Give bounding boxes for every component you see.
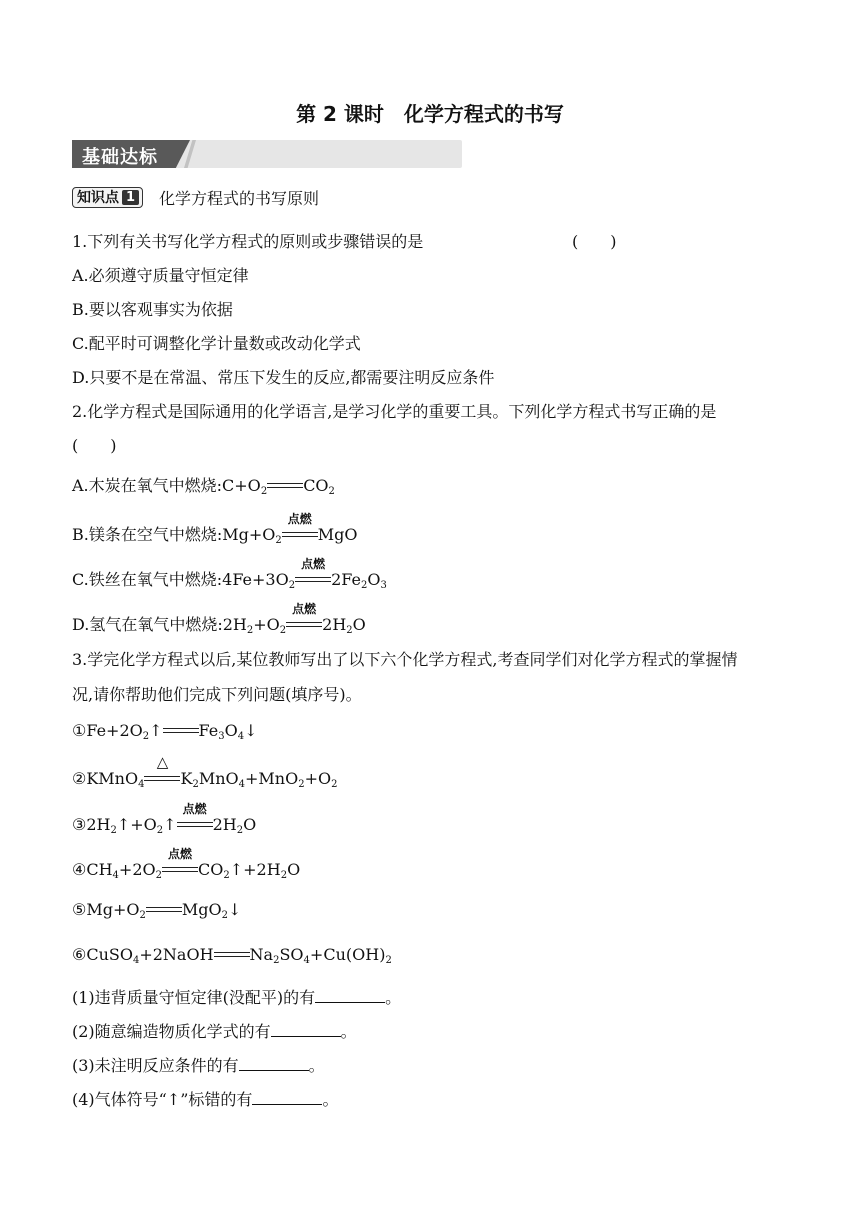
q3-sub-question-2: (2)随意编造物质化学式的有 。 — [72, 1022, 357, 1041]
banner-label: 基础达标 — [82, 147, 158, 168]
q2-option-d: D.氢气在氧气中燃烧$:2H_2+O_2$ 点燃 $2H_2O$ — [72, 601, 366, 636]
condition-label: 点燃 — [167, 846, 192, 861]
q1-answer-paren: ( ) — [572, 232, 617, 251]
knowledge-point-header — [72, 186, 319, 208]
knowledge-point-number: 1 — [122, 190, 139, 205]
q2-answer-paren: ( ) — [72, 436, 117, 455]
q1-option-c: C.配平时可调整化学计量数或改动化学式 — [72, 334, 361, 353]
answer-blank[interactable] — [252, 1090, 322, 1105]
equals-sign — [267, 482, 303, 492]
equals-sign — [162, 846, 198, 876]
q3-sub-question-1: (1)违背质量守恒定律(没配平)的有 。 — [72, 988, 402, 1007]
q3-equation-4: $④CH_4+2O_2$ 点燃 $CO_2↑+2H_2O$ — [72, 846, 301, 881]
equals-sign — [163, 727, 199, 737]
equals-sign — [144, 752, 180, 785]
condition-label: 点燃 — [301, 556, 326, 571]
q3-sub-question-4: (4)气体符号“↑”标错的有 。 — [72, 1090, 339, 1109]
q3-equation-6: ⑥CuSO$_4$+2NaOH $Na_2SO_4+Cu(OH)_2$ — [72, 945, 392, 966]
condition-label: 点燃 — [292, 601, 317, 616]
answer-blank[interactable] — [315, 988, 385, 1003]
q3-sub-question-3: (3)未注明反应条件的有 。 — [72, 1056, 325, 1075]
q3-equation-1: $①Fe+2O_2↑$ $Fe_3O_4↓$ — [72, 721, 258, 742]
equals-sign — [282, 511, 318, 541]
condition-label: 点燃 — [287, 511, 312, 526]
heat-triangle-icon: △ — [156, 752, 169, 771]
q1-option-d: D.只要不是在常温、常压下发生的反应,都需要注明反应条件 — [72, 368, 495, 387]
knowledge-point-label: 知识点 — [77, 190, 119, 206]
answer-blank[interactable] — [271, 1022, 341, 1037]
page-title: 第 2 课时 化学方程式的书写 — [296, 102, 564, 126]
q3-equation-2: ②KMnO$_4$ △ $K_2MnO_4+MnO_2+O_2$ — [72, 752, 338, 790]
q3-equation-3: $③2H_2↑+O_2↑$ 点燃 $2H_2O$ — [72, 801, 257, 836]
equals-sign — [177, 801, 213, 831]
q2-stem: 2.化学方程式是国际通用的化学语言,是学习化学的重要工具。下列化学方程式书写正确的是 — [72, 402, 717, 421]
q2-option-c: C.铁丝在氧气中燃烧$:4Fe+3O_2$ 点燃 $2Fe_2O_3$ — [72, 556, 387, 591]
answer-blank[interactable] — [239, 1056, 309, 1071]
q1-option-a: A.必须遵守质量守恒定律 — [72, 266, 249, 285]
q3-stem-line1: 3.学完化学方程式以后,某位教师写出了以下六个化学方程式,考查同学们对化学方程式的掌握情 — [72, 650, 738, 669]
section-banner — [72, 140, 462, 168]
equals-sign — [295, 556, 331, 586]
q3-equation-5: $⑤Mg+O_2$ MgO$_2$↓ — [72, 900, 242, 921]
knowledge-point-badge — [72, 187, 143, 208]
condition-label: 点燃 — [182, 801, 207, 816]
equals-sign — [286, 601, 322, 631]
q1-stem: 1.下列有关书写化学方程式的原则或步骤错误的是 — [72, 232, 424, 251]
equals-sign — [214, 951, 250, 961]
knowledge-point-title: 化学方程式的书写原则 — [159, 188, 320, 208]
q2-option-b: B.镁条在空气中燃烧$:Mg+O_2$ 点燃 MgO — [72, 511, 358, 546]
q1-option-b: B.要以客观事实为依据 — [72, 300, 233, 319]
equals-sign — [146, 906, 182, 916]
q3-stem-line2: 况,请你帮助他们完成下列问题(填序号)。 — [72, 685, 362, 704]
q2-option-a: A.木炭在氧气中燃烧$:C+O_2$ $CO_2$ — [72, 476, 335, 497]
